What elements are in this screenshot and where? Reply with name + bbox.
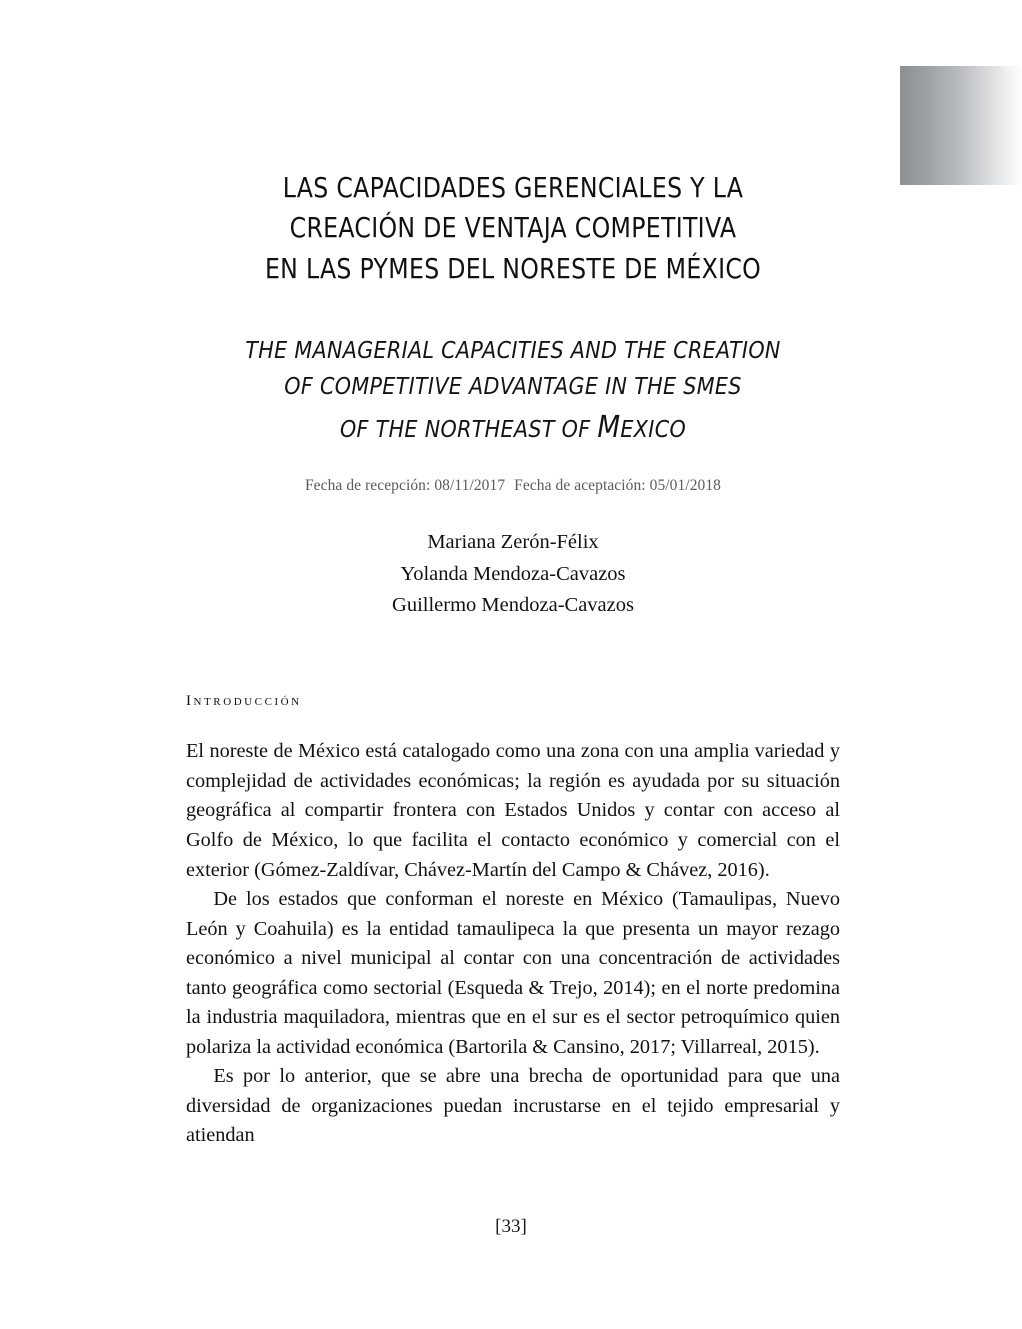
decorative-gradient-block (900, 66, 1022, 185)
paragraph-1: El noreste de México está catalogado como una zona con una amplia variedad y complejidad de actividades económicas; la región es ayudada por su situación geográfica al compartir frontera con Estados Unidos y contar con acceso al Golfo de México, lo que facilita el contacto económico y comercial con el exterior (Gómez-Zaldívar, Chávez-Martín del Campo & Chávez, 2016). (186, 740, 840, 881)
title-line-1: LAS CAPACIDADES GERENCIALES Y LA (282, 172, 744, 204)
publication-dates (186, 477, 840, 495)
page-title (186, 0, 840, 289)
body-text (186, 737, 840, 1150)
author-1: Mariana Zerón-Félix (427, 531, 599, 554)
reception-date: Fecha de recepción: 08/11/2017 (304, 477, 506, 495)
section-heading-introduccion: Introducción (186, 693, 302, 710)
author-list (186, 527, 840, 621)
subtitle-line-2: OF COMPETITIVE ADVANTAGE IN THE SMES (284, 371, 742, 400)
subtitle-line-3 (225, 405, 801, 451)
title-line-2: CREACIÓN DE VENTAJA COMPETITIVA (289, 212, 737, 245)
page-content (186, 0, 840, 1151)
subtitle-line-3-initial: M (597, 409, 621, 445)
subtitle-line-3-prefix: OF THE NORTHEAST OF (339, 414, 598, 443)
subtitle-line-3-rest: EXICO (620, 414, 687, 443)
english-subtitle (186, 333, 840, 450)
acceptance-date: Fecha de aceptación: 05/01/2018 (514, 477, 722, 495)
paragraph-2: De los estados que conforman el noreste en México (Tamaulipas, Nuevo León y Coahuila) es la entidad tamaulipeca la que presenta un mayor rezago económico a nivel municipal al contar con una concentración de actividades tanto geográfica como sectorial (Esqueda & Trejo, 2014); en el norte predomina la industria maquiladora, mientras que en el sur es el sector petroquímico quien polariza la actividad económica (Bartorila & Cansino, 2017; Villarreal, 2015). (186, 888, 840, 1058)
author-3: Guillermo Mendoza-Cavazos (392, 594, 634, 617)
author-2: Yolanda Mendoza-Cavazos (400, 562, 626, 585)
subtitle-line-1: THE MANAGERIAL CAPACITIES AND THE CREATION (245, 336, 781, 365)
paragraph-3: Es por lo anterior, que se abre una brecha de oportunidad para que una diversidad de organizaciones puedan incrustarse en el tejido empresarial y atiendan (186, 1065, 840, 1147)
title-line-3: EN LAS PYMES DEL NORESTE DE MÉXICO (264, 252, 762, 285)
page-number: [33] (495, 1216, 527, 1237)
